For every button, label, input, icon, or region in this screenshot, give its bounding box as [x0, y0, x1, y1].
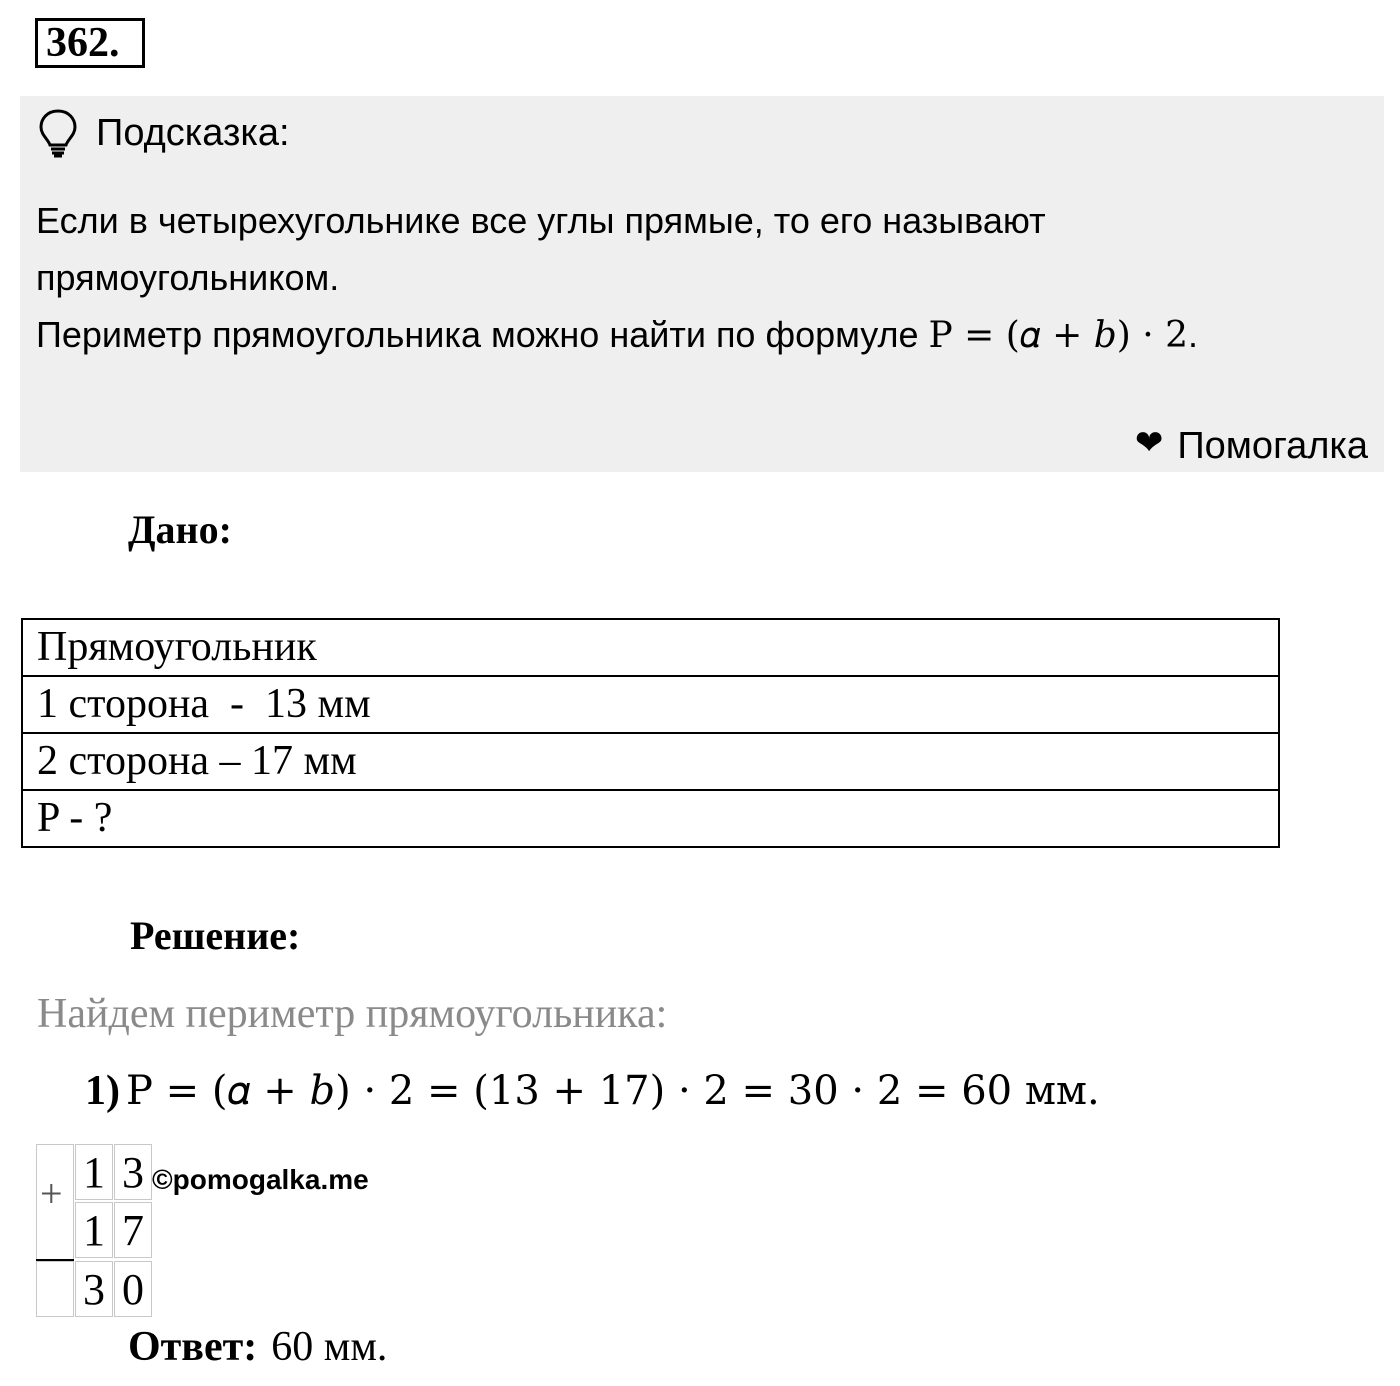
table-row: [22, 790, 1279, 847]
digit-cell: 1: [75, 1144, 113, 1200]
hint-line-2-end: .: [1188, 314, 1199, 355]
task-number: 362.: [35, 18, 145, 68]
brand-badge: [1135, 422, 1368, 470]
column-addition: [36, 1144, 156, 1318]
hint-line-1: Если в четырехугольнике все углы прямые, то его называют прямоугольником.: [36, 200, 1046, 298]
step-number: 1): [85, 1068, 120, 1114]
solution-step-1: [85, 1066, 1100, 1116]
digit-cell: 3: [114, 1144, 152, 1200]
answer: [128, 1322, 387, 1372]
hint-title: Подсказка:: [96, 112, 290, 154]
answer-value: 60 мм.: [271, 1324, 388, 1370]
given-table: [21, 618, 1280, 848]
given-row-side-2: 2 сторона – 17 мм: [22, 733, 1279, 790]
brand-name: Помогалка: [1177, 425, 1368, 467]
plus-sign: +: [40, 1171, 63, 1216]
solution-intro: Найдем периметр прямоугольника:: [37, 991, 668, 1037]
hint-text: [36, 192, 1356, 364]
heart-icon: ❤: [1134, 424, 1164, 462]
digit-cell: 7: [114, 1202, 152, 1258]
step-formula: P = (𝛼 + 𝑏) · 2 = (13 + 17) · 2 = 30 · 2 = 60 мм.: [126, 1068, 1100, 1114]
digit-cell: 1: [75, 1202, 113, 1258]
given-row-shape: Прямоугольник: [22, 619, 1279, 676]
table-row: [22, 733, 1279, 790]
solution-heading: Решение:: [130, 913, 301, 958]
watermark: ©pomogalka.me: [152, 1164, 369, 1195]
given-row-side-1: 1 сторона - 13 мм: [22, 676, 1279, 733]
hint-line-2: [36, 306, 1356, 364]
digit-cell: 3: [75, 1261, 113, 1317]
table-row: [22, 676, 1279, 733]
given-heading: Дано:: [128, 507, 232, 552]
table-row: [22, 619, 1279, 676]
given-row-question: P - ?: [22, 790, 1279, 847]
lightbulb-icon: [38, 108, 78, 158]
empty-cell: [36, 1261, 74, 1317]
answer-label: Ответ:: [128, 1324, 258, 1370]
digit-cell: 0: [114, 1261, 152, 1317]
hint-line-2-text: Периметр прямоугольника можно найти по формуле: [36, 314, 929, 355]
hint-formula: P = (𝛼 + 𝑏) · 2: [928, 315, 1189, 356]
